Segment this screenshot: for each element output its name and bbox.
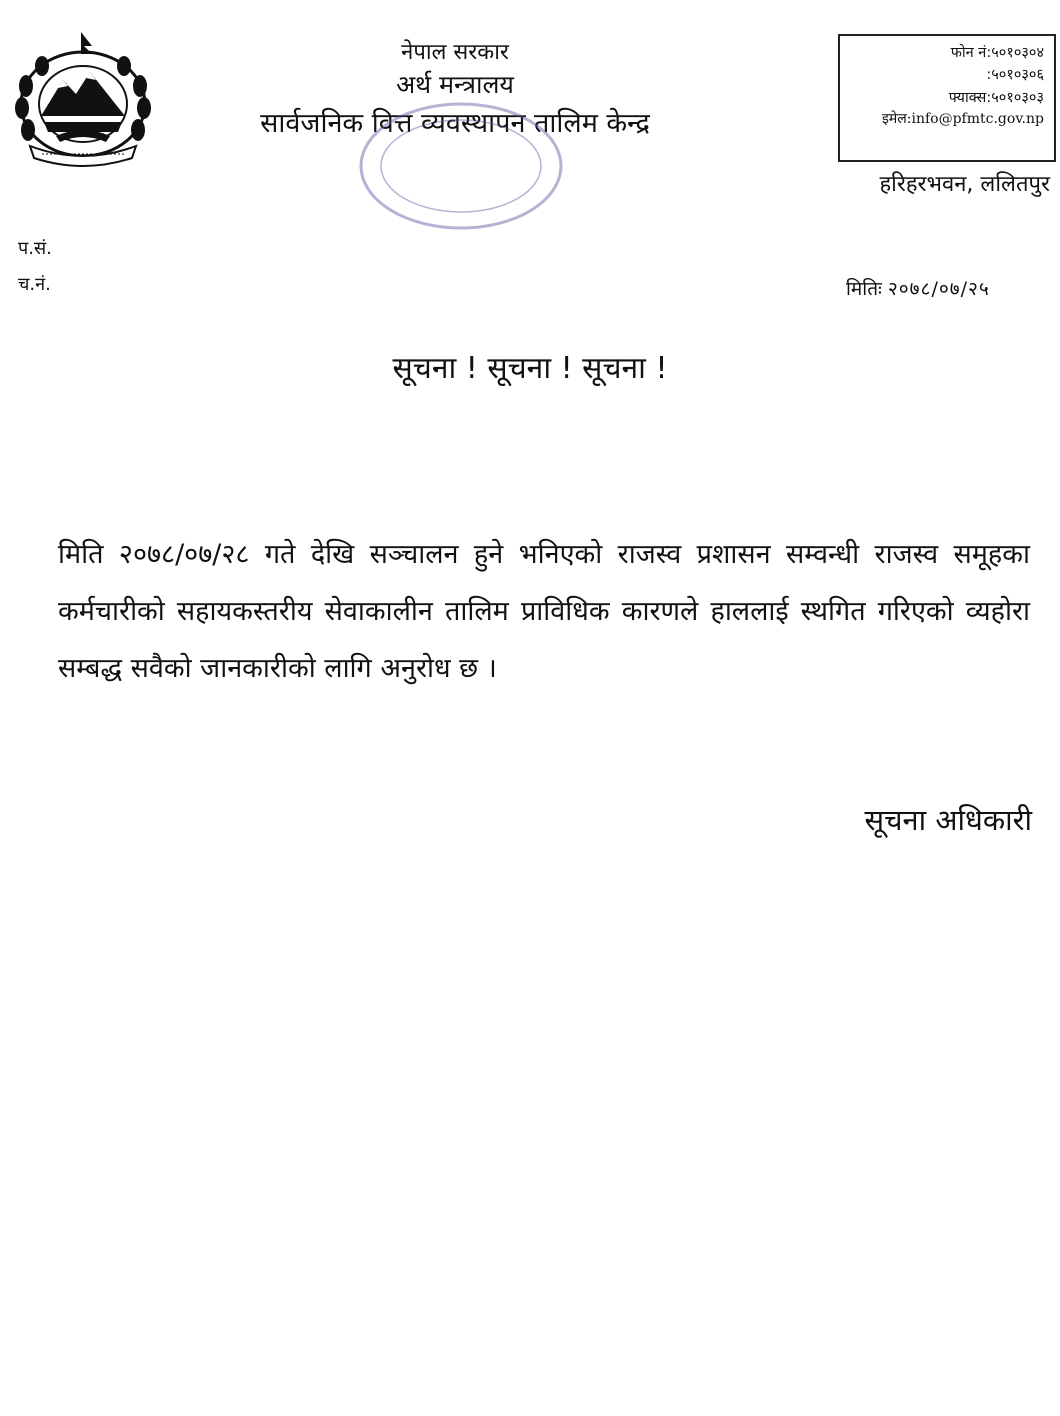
office-name: सार्वजनिक वित्त व्यवस्थापन तालिम केन्द्र <box>260 108 650 140</box>
date-value: २०७८/०७/२५ <box>887 278 990 300</box>
ministry-name: अर्थ मन्त्रालय <box>396 70 514 100</box>
contact-box <box>838 34 1056 162</box>
date-label: मितिः <box>846 278 882 300</box>
letter-date <box>846 275 990 301</box>
phone-line <box>846 42 1044 64</box>
fax-label: फ्याक्स <box>948 89 987 106</box>
fax-line <box>846 87 1044 109</box>
phone-number-1: :५०१०३०४ <box>986 45 1044 61</box>
email-label: इमेल <box>882 111 907 128</box>
notice-heading: सूचना ! सूचना ! सूचना ! <box>392 351 668 386</box>
office-stamp <box>346 96 576 236</box>
email-address: :info@pfmtc.gov.np <box>906 111 1044 128</box>
nepal-emblem-icon <box>8 28 158 168</box>
government-name: नेपाल सरकार <box>401 40 509 65</box>
fax-number: :५०१०३०३ <box>986 89 1044 106</box>
signatory-title: सूचना अधिकारी <box>864 803 1032 837</box>
phone-line-2 <box>846 64 1044 86</box>
reference-cha-nam: च.नं. <box>18 274 51 295</box>
email-line <box>846 109 1044 131</box>
office-address: हरिहरभवन, ललितपुर <box>879 172 1050 197</box>
phone-label: फोन नं <box>950 45 987 61</box>
notice-body: मिति २०७८/०७/२८ गते देखि सञ्चालन हुने भनिएको राजस्व प्रशासन सम्वन्धी राजस्व समूहका कर्मचारीको सहायकस्तरीय सेवाकालीन तालिम प्राविधिक कारणले हाललाई स्थगित गरिएको व्यहोरा सम्बद्ध सवैको जानकारीको लागि अनुरोध छ । <box>58 539 1030 684</box>
reference-pa-san: प.सं. <box>18 238 52 259</box>
phone-number-2: :५०१०३०६ <box>986 67 1044 84</box>
